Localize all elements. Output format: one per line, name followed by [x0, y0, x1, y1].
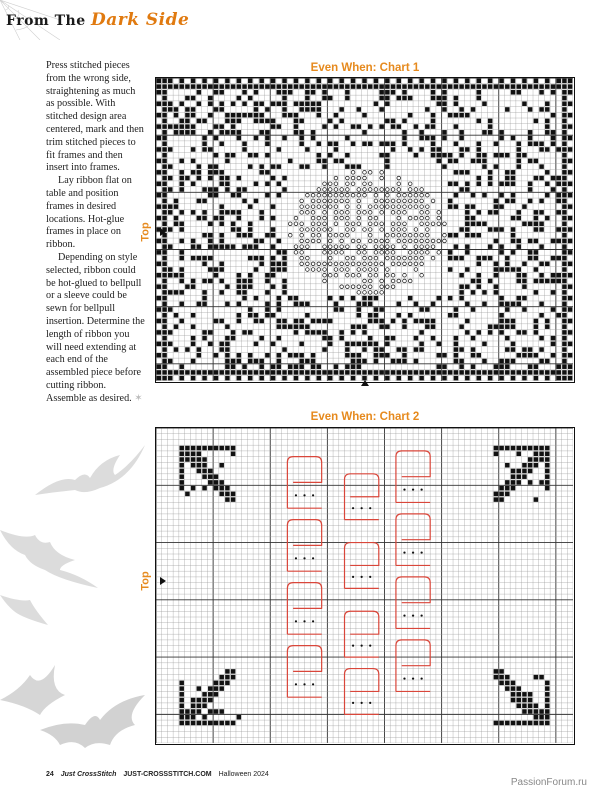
chart1-svg	[156, 78, 573, 381]
watermark: PassionForum.ru	[510, 777, 587, 788]
issue-name: Halloween 2024	[218, 771, 269, 778]
section-title-dark: Dark Side	[90, 10, 190, 30]
chart1-title: Even When: Chart 1	[310, 62, 420, 74]
bat-icon	[40, 690, 150, 755]
paragraph: Depending on style selected, ribbon could be hot-glued to bellpull or a sleeve could be sewn for bellpull insertion. Determine the length of ribbon you will need extending at each end of the assembled piece before cutting ribbon. Assemble as desired. ✶	[46, 251, 145, 404]
section-title-from: From The	[6, 13, 86, 29]
paragraph: Lay ribbon flat on table and position frames in desired locations. Hot-glue frames in place on ribbon.	[46, 175, 132, 251]
chart1-center-arrow-bottom	[361, 380, 369, 386]
section-title	[6, 10, 189, 30]
bat-icon	[30, 440, 150, 500]
page-footer	[46, 771, 274, 778]
magazine-website: JUST-CROSSSTITCH.COM	[123, 771, 212, 778]
chart2-grid	[155, 427, 575, 745]
chart2-top-label: Top	[139, 571, 152, 591]
paragraph: Press stitched pieces from the wrong side, straightening as much as possible. With stitched design area centered, mark and then trim stitched pieces to fit frames and then insert into frames.	[46, 60, 144, 174]
instructions-text	[46, 60, 146, 406]
chart1-top-label: Top	[139, 222, 152, 242]
chart2-svg	[156, 428, 573, 743]
end-mark-icon: ✶	[134, 392, 143, 404]
chart1-grid	[155, 77, 575, 383]
page-header	[0, 0, 595, 40]
bat-icon	[0, 520, 100, 590]
chart2-title: Even When: Chart 2	[310, 411, 420, 423]
chart2-center-arrow-left	[160, 577, 166, 585]
magazine-brand: Just CrossStitch	[60, 771, 117, 778]
bat-icon	[0, 590, 50, 630]
page-number: 24	[46, 771, 54, 778]
chart1-center-arrow-left	[160, 228, 166, 236]
